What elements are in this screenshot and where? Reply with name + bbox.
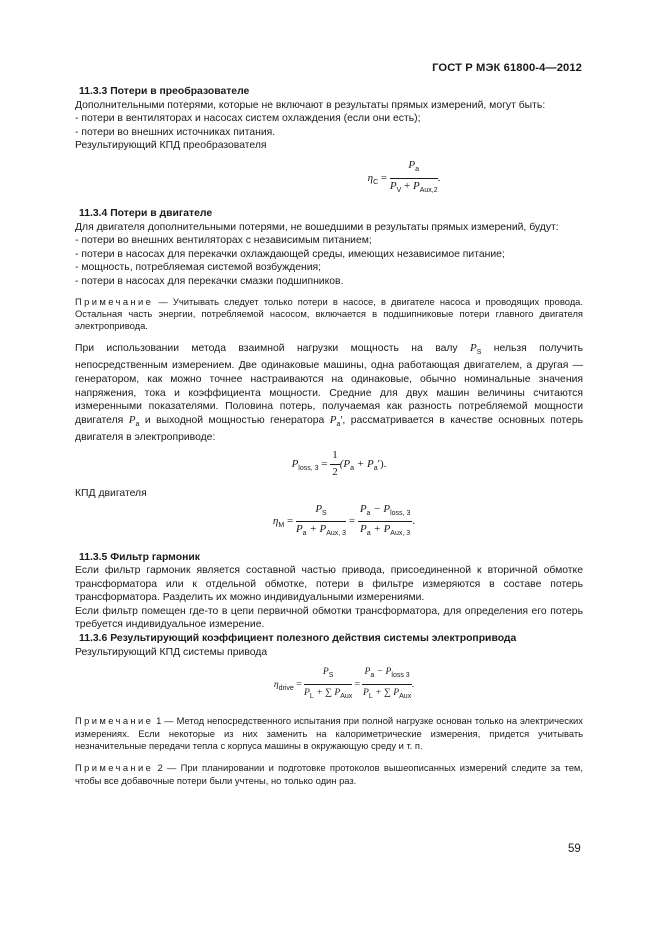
note-1 bbox=[75, 715, 583, 752]
formula-operator: = bbox=[318, 457, 331, 470]
formula-subscript: L bbox=[368, 692, 373, 700]
note-number: 2 bbox=[153, 762, 163, 774]
formula-operator: = bbox=[346, 515, 358, 528]
note-label: Примечание bbox=[75, 295, 154, 307]
formula-symbol: P bbox=[304, 686, 310, 698]
formula-loss-3 bbox=[75, 445, 583, 487]
note-2 bbox=[75, 762, 583, 787]
formula-subscript: Aux,2 bbox=[419, 186, 438, 194]
formula-symbol: + ∑ P bbox=[372, 686, 400, 698]
formula-converter-efficiency bbox=[75, 153, 583, 207]
formula-fraction bbox=[296, 503, 346, 541]
formula-symbol: P bbox=[408, 158, 416, 171]
formula-symbol: P bbox=[389, 179, 397, 192]
note-text: — При планировании и подготовке протоколов вышеописанных измерений следите за тем, чтобы все добавочные потери были учтены, но только один раз. bbox=[75, 762, 583, 786]
formula-fraction bbox=[390, 159, 438, 197]
formula-prime: ′ bbox=[377, 457, 381, 470]
formula-subscript: loss, 3 bbox=[298, 464, 319, 472]
list-item: - потери в вентиляторах и насосах систем охлаждения (если они есть); bbox=[75, 113, 421, 125]
formula-subscript: a bbox=[302, 530, 307, 538]
note-number: 1 bbox=[153, 715, 162, 727]
section-11-3-3-result: Результирующий КПД преобразователя bbox=[75, 140, 267, 152]
formula-subscript: S bbox=[328, 672, 334, 680]
formula-subscript: Aux bbox=[399, 692, 412, 700]
motor-efficiency-label: КПД двигателя bbox=[75, 487, 147, 499]
formula-operator: . bbox=[437, 171, 441, 184]
formula-symbol: η bbox=[273, 678, 279, 690]
section-title-11-3-5: 11.3.5 Фильтр гармоник bbox=[79, 551, 200, 563]
formula-fraction bbox=[362, 665, 411, 703]
section-11-3-6-result: Результирующий КПД системы привода bbox=[75, 646, 268, 658]
formula-operator: . bbox=[411, 678, 415, 690]
section-title-11-3-4: 11.3.4 Потери в двигателе bbox=[79, 207, 213, 219]
formula-symbol: + P bbox=[370, 523, 391, 536]
formula-symbol: P bbox=[470, 341, 477, 354]
formula-subscript: a bbox=[366, 509, 371, 517]
formula-subscript: C bbox=[373, 178, 379, 186]
note-label: Примечание bbox=[75, 762, 154, 774]
formula-symbol: P bbox=[291, 457, 299, 470]
formula-symbol: P bbox=[295, 523, 303, 536]
formula-operator: . bbox=[412, 515, 416, 528]
paragraph-text: , рассматривается в качестве основных потерь двигателя в электроприводе: bbox=[75, 414, 584, 444]
formula-symbol: − P bbox=[374, 666, 392, 678]
paragraph-text: нельзя получить непосредственным измерением. Две одинаковые машины, одна работающая двигателем, а другая — генератором, как можно точнее настраиваются на одинаковые, обычно номинальные значения напряжения, тока и коэффициента мощности. Средние для двух машин величины считаются измеренными показателями. Половина потерь, получаемая как разность потребляемой мощности двигателя bbox=[75, 342, 584, 426]
formula-subscript: L bbox=[309, 692, 314, 700]
formula-operator: = bbox=[293, 678, 305, 690]
list-item: - мощность, потребляемая системой возбуждения; bbox=[75, 262, 322, 274]
section-11-3-5-para2: Если фильтр помещен где-то в цепи первичной обмотки трансформатора, для определения его потерь требуется индивидуальное измерение. bbox=[75, 605, 583, 631]
page-number: 59 bbox=[568, 843, 581, 855]
formula-symbol: + ∑ P bbox=[313, 686, 341, 698]
formula-subscript: M bbox=[278, 522, 285, 530]
formula-subscript: V bbox=[396, 186, 402, 194]
formula-operator: = bbox=[380, 171, 388, 184]
formula-subscript: a bbox=[366, 530, 371, 538]
list-item: - потери во внешних источниках питания. bbox=[75, 126, 276, 138]
formula-subscript: Aux, 3 bbox=[326, 530, 347, 538]
formula-symbol: P bbox=[128, 413, 136, 426]
formula-drive-efficiency bbox=[75, 659, 583, 715]
formula-subscript: Aux bbox=[340, 692, 353, 700]
page-content bbox=[75, 85, 583, 787]
formula-operator: ). bbox=[380, 457, 387, 470]
section-title-11-3-3: 11.3.3 Потери в преобразователе bbox=[79, 86, 250, 97]
formula-symbol: P bbox=[364, 666, 371, 678]
list-item: - потери в насосах для перекачки смазки подшипников. bbox=[75, 275, 344, 287]
paragraph-text: При использовании метода взаимной нагрузки мощность на валу bbox=[75, 342, 470, 354]
section-11-3-3-intro: Дополнительными потерями, которые не включают в результаты прямых измерений, могут быть: bbox=[75, 99, 546, 111]
formula-symbol: P bbox=[359, 502, 367, 515]
formula-subscript: a bbox=[370, 672, 375, 680]
formula-symbol: + P bbox=[306, 523, 327, 536]
formula-fraction bbox=[330, 449, 340, 479]
formula-subscript: loss, 3 bbox=[390, 509, 411, 517]
formula-symbol: − P bbox=[370, 502, 391, 515]
formula-symbol: P bbox=[322, 666, 329, 678]
formula-prime: ′ bbox=[340, 414, 343, 426]
formula-denominator: 2 bbox=[332, 465, 338, 478]
formula-fraction bbox=[358, 502, 416, 541]
formula-subscript: Aux, 3 bbox=[390, 530, 411, 538]
formula-symbol: P bbox=[412, 179, 420, 192]
formula-symbol: P bbox=[329, 413, 337, 426]
formula-subscript: a bbox=[415, 165, 420, 173]
section-title-11-3-6: 11.3.6 Результирующий коэффициент полезного действия системы электропривода bbox=[79, 633, 517, 645]
formula-symbol: (P bbox=[339, 457, 351, 470]
note-text: — Метод непосредственного испытания при полной нагрузке основан только на электрических измерениях. Если некоторые из них заменить на калориметрические измерения, придется учитывать незначительные передачи тепла с корпуса машины в окружающую среду и т. п. bbox=[75, 715, 583, 752]
formula-subscript: S bbox=[476, 348, 482, 356]
formula-motor-efficiency bbox=[75, 501, 583, 551]
note-label: Примечание bbox=[75, 715, 154, 727]
formula-numerator: 1 bbox=[330, 449, 340, 465]
list-item: - потери во внешних вентиляторах с независимым питанием; bbox=[75, 235, 372, 247]
formula-operator: = bbox=[284, 515, 296, 528]
formula-symbol: + P bbox=[354, 457, 374, 470]
formula-subscript: S bbox=[322, 509, 327, 517]
paragraph-text: и выходной мощностью генератора bbox=[139, 414, 330, 426]
section-11-3-5-para1: Если фильтр гармоник является составной частью привода, присоединенной к вторичной обмотке трансформатора или к отдельной обмотке, потери в фильтре измеряются в составе потерь трансформатора. Разделить их можно индивидуальными измерениями. bbox=[75, 565, 583, 604]
formula-symbol: η bbox=[272, 515, 279, 528]
formula-symbol: η bbox=[367, 171, 374, 184]
formula-subscript: loss 3 bbox=[391, 672, 410, 680]
note-pump-losses bbox=[75, 296, 583, 333]
standard-header: ГОСТ Р МЭК 61800-4—2012 bbox=[432, 62, 582, 74]
formula-fraction bbox=[304, 665, 352, 703]
formula-subscript: a bbox=[350, 464, 355, 472]
formula-symbol: P bbox=[362, 686, 369, 698]
formula-operator: = bbox=[352, 678, 363, 690]
formula-subscript: a bbox=[135, 420, 140, 428]
section-11-3-4-intro: Для двигателя дополнительными потерями, не вошедшими в результаты прямых измерений, будут: bbox=[75, 221, 559, 233]
formula-symbol: P bbox=[360, 523, 367, 536]
formula-subscript: drive bbox=[278, 684, 294, 692]
formula-subscript: a bbox=[336, 420, 341, 428]
list-item: - потери в насосах для перекачки охлаждающей среды, имеющих независимое питание; bbox=[75, 248, 505, 260]
note-text: — Учитывать следует только потери в насосе, в двигателе насоса и проводящих провода. Остальная часть энергии, потребляемой насосом, включается в подшипниковые потери главного двигателя электропривода. bbox=[75, 295, 583, 332]
formula-operator: + bbox=[401, 179, 413, 192]
formula-subscript: a bbox=[373, 464, 378, 472]
formula-symbol: P bbox=[315, 502, 323, 515]
paragraph-mutual-load bbox=[75, 342, 583, 445]
